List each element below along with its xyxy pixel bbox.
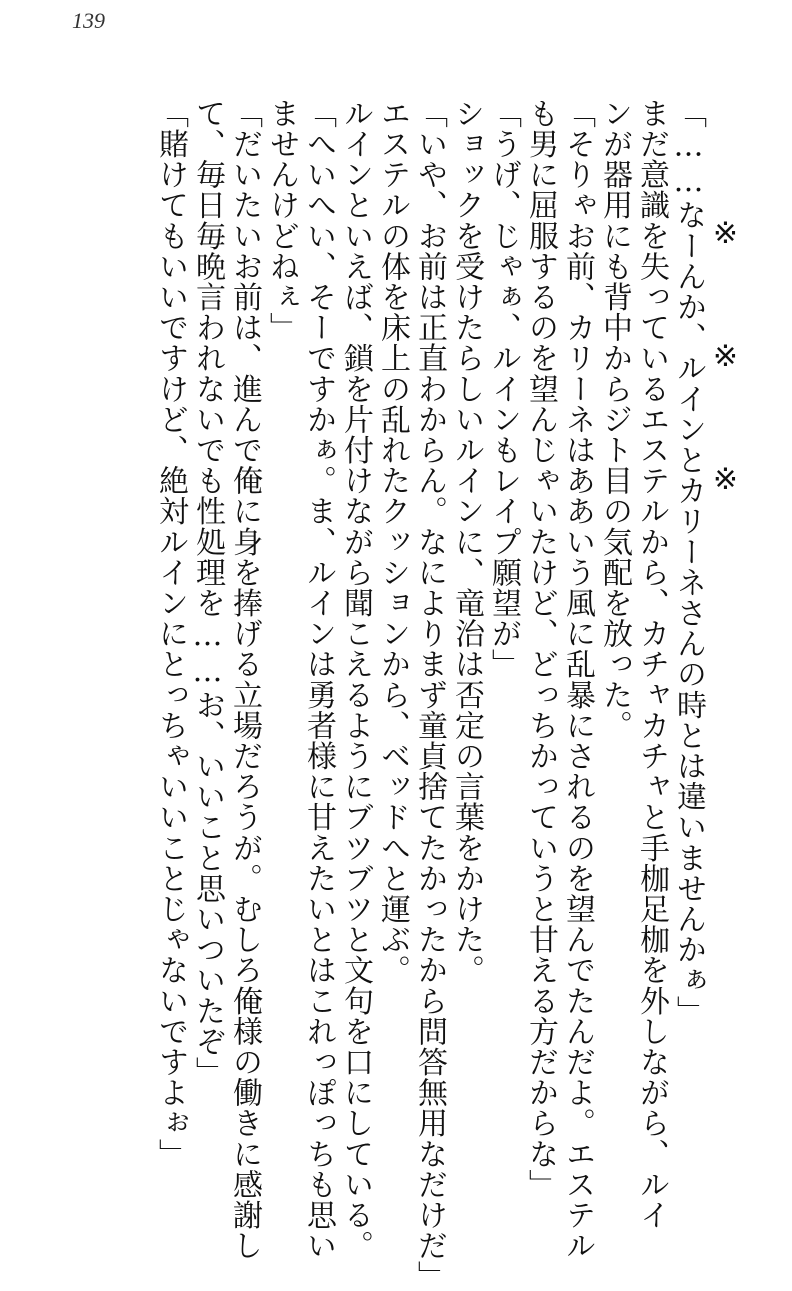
text-line: まだ意識を失っているエステルから、カチャカチャと手枷足枷を外しながら、ルイ — [634, 98, 669, 1231]
separator-mark: ※ — [708, 216, 743, 251]
text-line: て、毎日毎晩言われないでも性処理を……お、いいこと思いついたぞ」 — [190, 98, 225, 1088]
text-line: 「うげ、じゃぁ、ルインもレイプ願望が」 — [486, 98, 521, 680]
vertical-text-body — [152, 98, 744, 1291]
page-number: 139 — [72, 8, 105, 33]
text-line: 「そりゃお前、カリーネはああいう風に乱暴にされるのを望んでたんだよ。エステル — [560, 98, 595, 1261]
separator-mark: ※ — [708, 339, 743, 374]
text-line: 「へいへい、そーですかぁ。ま、ルインは勇者様に甘えたいとはこれっぽっちも思い — [301, 98, 336, 1261]
text-line: ンが器用にも背中からジト目の気配を放った。 — [597, 98, 632, 741]
text-line: ルインといえば、鎖を片付けながら聞こえるようにブツブツと文句を口にしている。 — [338, 98, 373, 1261]
text-line: エステルの体を床上の乱れたクッションから、ベッドへと運ぶ。 — [375, 98, 410, 986]
text-line: 「賭けてもいいですけど、絶対ルインにとっちゃいいことじゃないですよぉ」 — [153, 98, 188, 1169]
text-line: 「いや、お前は正直わからん。なによりまず童貞捨てたかったから問答無用なだけだ」 — [412, 98, 447, 1291]
text-line: 「……なーんか、ルインとカリーネさんの時とは違いませんかぁ」 — [671, 98, 706, 1026]
text-line: ショックを受けたらしいルインに、竜治は否定の言葉をかけた。 — [449, 98, 484, 986]
text-line: も男に屈服するのを望んじゃいたけど、どっちかっていうと甘える方だからな」 — [523, 98, 558, 1200]
separator-mark: ※ — [708, 462, 743, 497]
scene-separator — [707, 98, 744, 1168]
text-line: ませんけどねぇ」 — [264, 98, 299, 343]
text-line: 「だいたいお前は、進んで俺に身を捧げる立場だろうが。むしろ俺様の働きに感謝し — [227, 98, 262, 1261]
